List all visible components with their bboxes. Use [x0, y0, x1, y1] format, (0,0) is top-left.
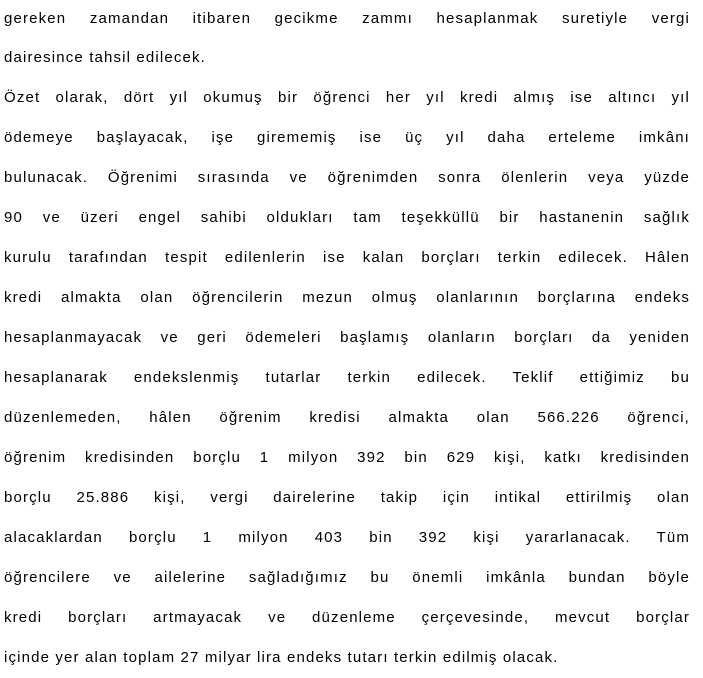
text-line: öğrenim kredisinden borçlu 1 milyon 392 bin 629 kişi, katkı kredisinden: [4, 449, 690, 466]
text-line: bulunacak. Öğrenimi sırasında ve öğrenimden sonra ölenlerin veya yüzde: [4, 169, 690, 186]
text-line: hesaplanmayacak ve geri ödemeleri başlamış olanların borçları da yeniden: [4, 329, 690, 346]
text-line: kredi almakta olan öğrencilerin mezun olmuş olanlarının borçlarına endeks: [4, 289, 690, 306]
text-line: içinde yer alan toplam 27 milyar lira endeks tutarı terkin edilmiş olacak.: [4, 649, 559, 666]
text-line: kredi borçları artmayacak ve düzenleme çerçevesinde, mevcut borçlar: [4, 609, 690, 626]
text-line: kurulu tarafından tespit edilenlerin ise kalan borçları terkin edilecek. Hâlen: [4, 249, 690, 266]
document-body: [4, 0, 690, 678]
text-line: ödemeye başlayacak, işe girememiş ise üç yıl daha erteleme imkânı: [4, 129, 690, 146]
text-line: 90 ve üzeri engel sahibi oldukları tam teşekküllü bir hastanenin sağlık: [4, 209, 690, 226]
text-line: öğrencilere ve ailelerine sağladığımız bu önemli imkânla bundan böyle: [4, 569, 690, 586]
text-line: Özet olarak, dört yıl okumuş bir öğrenci her yıl kredi almış ise altıncı yıl: [4, 89, 690, 106]
text-line: gereken zamandan itibaren gecikme zammı hesaplanmak suretiyle vergi: [4, 10, 690, 27]
text-line: düzenlemeden, hâlen öğrenim kredisi almakta olan 566.226 öğrenci,: [4, 409, 690, 426]
text-line: borçlu 25.886 kişi, vergi dairelerine takip için intikal ettirilmiş olan: [4, 489, 690, 506]
text-line: hesaplanarak endekslenmiş tutarlar terkin edilecek. Teklif ettiğimiz bu: [4, 369, 690, 386]
text-line: alacaklardan borçlu 1 milyon 403 bin 392 kişi yararlanacak. Tüm: [4, 529, 690, 546]
text-line: dairesince tahsil edilecek.: [4, 49, 206, 66]
